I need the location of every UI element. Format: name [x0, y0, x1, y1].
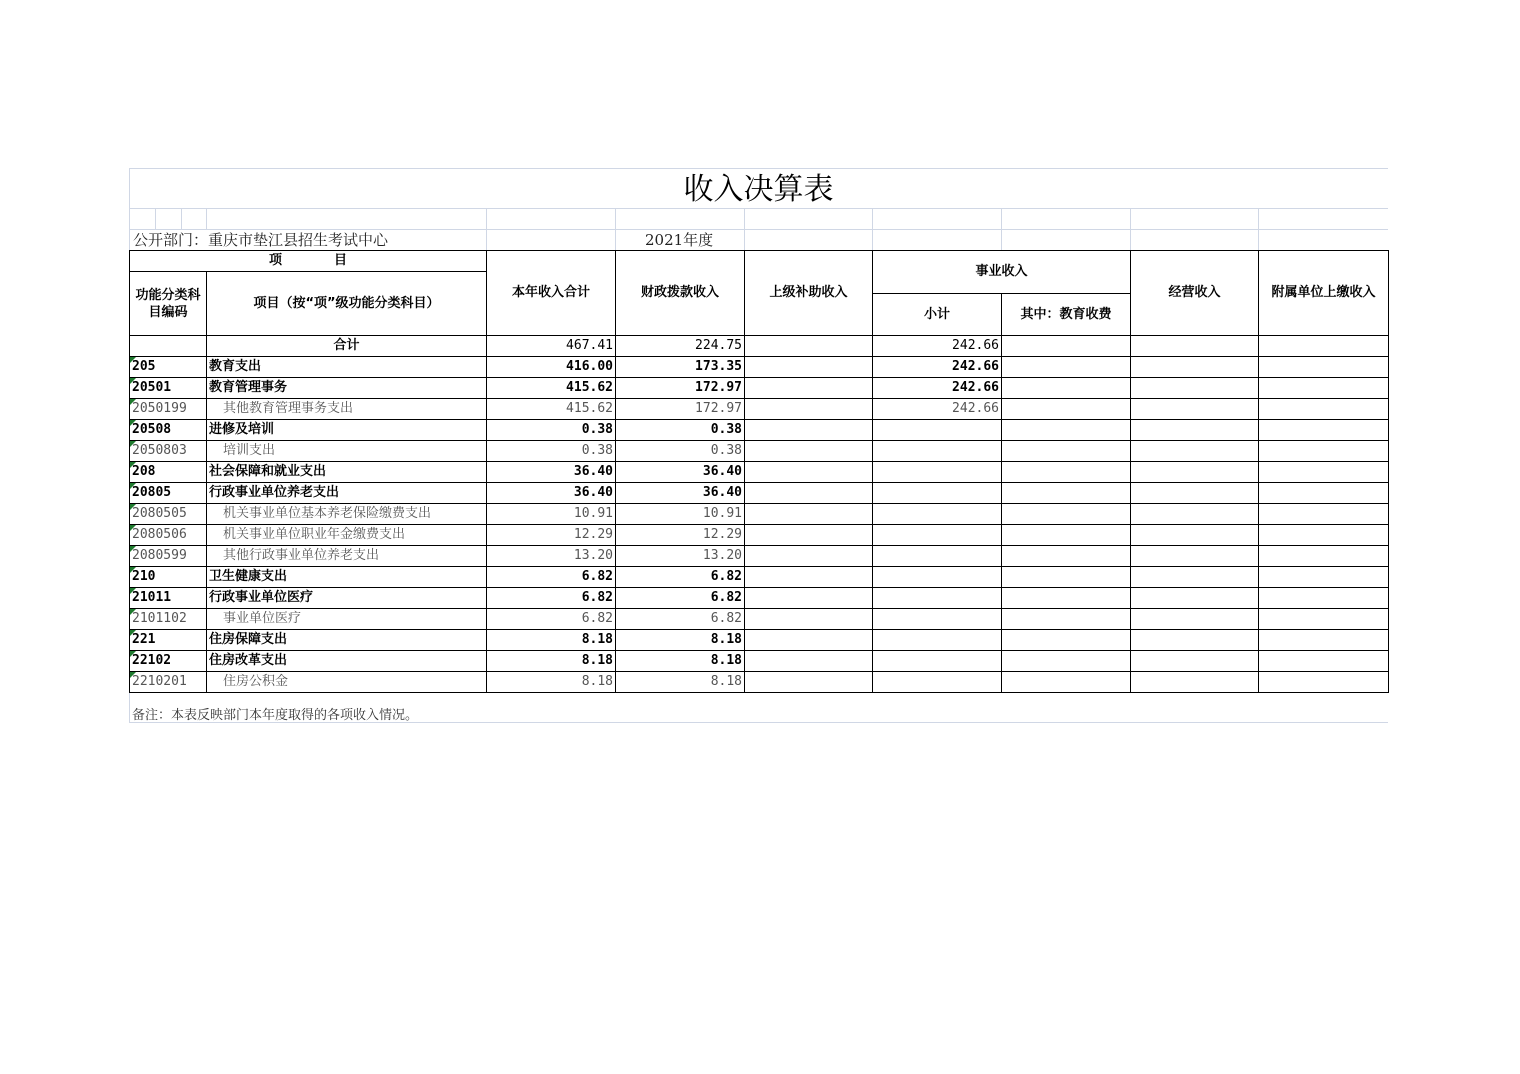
- cell-fiscal: 172.97: [616, 399, 745, 420]
- cell-superior: [745, 630, 873, 651]
- cell-code: 2050199: [130, 399, 207, 420]
- cell-total: 6.82: [487, 609, 616, 630]
- cell-code: 2080505: [130, 504, 207, 525]
- table-row: [130, 378, 1389, 399]
- cell-affiliated: [1259, 336, 1389, 357]
- cell-code: [130, 336, 207, 357]
- header-business: 事业收入: [873, 251, 1131, 294]
- cell-operating: [1131, 609, 1259, 630]
- cell-superior: [745, 378, 873, 399]
- cell-edu-fee: [1002, 672, 1131, 693]
- cell-edu-fee: [1002, 441, 1131, 462]
- cell-operating: [1131, 483, 1259, 504]
- cell-fiscal: 8.18: [616, 630, 745, 651]
- cell-operating: [1131, 546, 1259, 567]
- gridline: [615, 208, 616, 250]
- cell-subtotal: [873, 651, 1002, 672]
- cell-subtotal: [873, 483, 1002, 504]
- header-fiscal: 财政拨款收入: [616, 251, 745, 336]
- cell-fiscal: 224.75: [616, 336, 745, 357]
- cell-operating: [1131, 420, 1259, 441]
- cell-affiliated: [1259, 588, 1389, 609]
- cell-code: 221: [130, 630, 207, 651]
- cell-superior: [745, 483, 873, 504]
- cell-code: 205: [130, 357, 207, 378]
- cell-name: 行政事业单位养老支出: [207, 483, 487, 504]
- cell-name: 培训支出: [207, 441, 487, 462]
- cell-total: 0.38: [487, 441, 616, 462]
- cell-name: 住房公积金: [207, 672, 487, 693]
- cell-superior: [745, 651, 873, 672]
- gridline: [181, 208, 182, 229]
- table-row: [130, 399, 1389, 420]
- cell-total: 6.82: [487, 567, 616, 588]
- cell-superior: [745, 441, 873, 462]
- cell-fiscal: 8.18: [616, 672, 745, 693]
- cell-code: 20805: [130, 483, 207, 504]
- table-row: [130, 567, 1389, 588]
- cell-superior: [745, 399, 873, 420]
- cell-affiliated: [1259, 672, 1389, 693]
- table-row: [130, 588, 1389, 609]
- cell-subtotal: [873, 420, 1002, 441]
- cell-edu-fee: [1002, 378, 1131, 399]
- cell-name: 机关事业单位基本养老保险缴费支出: [207, 504, 487, 525]
- cell-affiliated: [1259, 420, 1389, 441]
- cell-affiliated: [1259, 441, 1389, 462]
- cell-operating: [1131, 588, 1259, 609]
- gridline: [1001, 208, 1002, 250]
- cell-operating: [1131, 336, 1259, 357]
- cell-subtotal: [873, 525, 1002, 546]
- table-row: [130, 546, 1389, 567]
- header-affiliated: 附属单位上缴收入: [1259, 251, 1389, 336]
- cell-fiscal: 0.38: [616, 441, 745, 462]
- cell-total: 416.00: [487, 357, 616, 378]
- cell-name: 行政事业单位医疗: [207, 588, 487, 609]
- table-row: [130, 651, 1389, 672]
- cell-edu-fee: [1002, 420, 1131, 441]
- cell-affiliated: [1259, 609, 1389, 630]
- cell-superior: [745, 357, 873, 378]
- cell-name: 合计: [207, 336, 487, 357]
- cell-total: 8.18: [487, 651, 616, 672]
- cell-subtotal: [873, 630, 1002, 651]
- cell-operating: [1131, 399, 1259, 420]
- cell-edu-fee: [1002, 483, 1131, 504]
- gridline: [155, 208, 156, 229]
- cell-operating: [1131, 630, 1259, 651]
- cell-total: 0.38: [487, 420, 616, 441]
- cell-name: 社会保障和就业支出: [207, 462, 487, 483]
- cell-operating: [1131, 651, 1259, 672]
- cell-subtotal: [873, 609, 1002, 630]
- cell-subtotal: [873, 588, 1002, 609]
- header-subtotal: 小计: [873, 294, 1002, 336]
- cell-superior: [745, 525, 873, 546]
- cell-subtotal: 242.66: [873, 399, 1002, 420]
- gridline: [129, 208, 1388, 209]
- cell-total: 12.29: [487, 525, 616, 546]
- cell-fiscal: 173.35: [616, 357, 745, 378]
- gridline: [744, 208, 745, 250]
- cell-total: 415.62: [487, 378, 616, 399]
- cell-subtotal: [873, 546, 1002, 567]
- header-operating: 经营收入: [1131, 251, 1259, 336]
- cell-edu-fee: [1002, 546, 1131, 567]
- cell-edu-fee: [1002, 567, 1131, 588]
- cell-affiliated: [1259, 525, 1389, 546]
- cell-operating: [1131, 441, 1259, 462]
- cell-edu-fee: [1002, 462, 1131, 483]
- cell-fiscal: 172.97: [616, 378, 745, 399]
- cell-name: 事业单位医疗: [207, 609, 487, 630]
- cell-subtotal: [873, 672, 1002, 693]
- income-table: [129, 250, 1389, 693]
- cell-edu-fee: [1002, 399, 1131, 420]
- cell-fiscal: 36.40: [616, 462, 745, 483]
- cell-superior: [745, 588, 873, 609]
- cell-edu-fee: [1002, 588, 1131, 609]
- cell-total: 8.18: [487, 672, 616, 693]
- table-row: [130, 462, 1389, 483]
- cell-name: 机关事业单位职业年金缴费支出: [207, 525, 487, 546]
- header-edu-fee: 其中：教育收费: [1002, 294, 1131, 336]
- cell-superior: [745, 420, 873, 441]
- report-title: 收入决算表: [683, 172, 834, 207]
- cell-edu-fee: [1002, 504, 1131, 525]
- cell-code: 20508: [130, 420, 207, 441]
- cell-total: 467.41: [487, 336, 616, 357]
- cell-code: 2080506: [130, 525, 207, 546]
- cell-edu-fee: [1002, 357, 1131, 378]
- cell-edu-fee: [1002, 630, 1131, 651]
- cell-code: 208: [130, 462, 207, 483]
- cell-affiliated: [1259, 567, 1389, 588]
- cell-affiliated: [1259, 378, 1389, 399]
- cell-code: 20501: [130, 378, 207, 399]
- gridline: [206, 208, 207, 229]
- cell-operating: [1131, 357, 1259, 378]
- cell-superior: [745, 609, 873, 630]
- cell-operating: [1131, 567, 1259, 588]
- cell-code: 21011: [130, 588, 207, 609]
- table-row: [130, 609, 1389, 630]
- gridline: [486, 208, 487, 250]
- cell-code: 2101102: [130, 609, 207, 630]
- table-row: [130, 420, 1389, 441]
- header-item-name: 项目（按“项”级功能分类科目）: [207, 272, 487, 336]
- cell-name: 其他行政事业单位养老支出: [207, 546, 487, 567]
- table-row: [130, 336, 1389, 357]
- cell-subtotal: [873, 504, 1002, 525]
- cell-fiscal: 13.20: [616, 546, 745, 567]
- cell-affiliated: [1259, 546, 1389, 567]
- table-row: [130, 441, 1389, 462]
- cell-affiliated: [1259, 483, 1389, 504]
- cell-fiscal: 12.29: [616, 525, 745, 546]
- table-row: [130, 672, 1389, 693]
- gridline: [872, 208, 873, 250]
- cell-fiscal: 8.18: [616, 651, 745, 672]
- cell-code: 2210201: [130, 672, 207, 693]
- cell-name: 住房保障支出: [207, 630, 487, 651]
- header-code: 功能分类科目编码: [130, 272, 207, 336]
- cell-operating: [1131, 504, 1259, 525]
- cell-total: 36.40: [487, 462, 616, 483]
- cell-total: 415.62: [487, 399, 616, 420]
- table-row: [130, 525, 1389, 546]
- cell-superior: [745, 336, 873, 357]
- cell-total: 8.18: [487, 630, 616, 651]
- cell-superior: [745, 672, 873, 693]
- cell-superior: [745, 567, 873, 588]
- cell-affiliated: [1259, 399, 1389, 420]
- cell-superior: [745, 504, 873, 525]
- cell-affiliated: [1259, 462, 1389, 483]
- cell-name: 教育支出: [207, 357, 487, 378]
- cell-affiliated: [1259, 651, 1389, 672]
- header-total: 本年收入合计: [487, 251, 616, 336]
- cell-code: 2080599: [130, 546, 207, 567]
- header-item: 项 目: [130, 251, 487, 272]
- gridline: [1130, 208, 1131, 250]
- cell-fiscal: 6.82: [616, 609, 745, 630]
- gridline: [1258, 208, 1259, 250]
- cell-operating: [1131, 672, 1259, 693]
- cell-edu-fee: [1002, 336, 1131, 357]
- cell-total: 13.20: [487, 546, 616, 567]
- cell-edu-fee: [1002, 651, 1131, 672]
- cell-subtotal: [873, 567, 1002, 588]
- cell-operating: [1131, 525, 1259, 546]
- cell-total: 36.40: [487, 483, 616, 504]
- table-row: [130, 504, 1389, 525]
- cell-fiscal: 36.40: [616, 483, 745, 504]
- cell-operating: [1131, 378, 1259, 399]
- table-row: [130, 483, 1389, 504]
- fiscal-year: 2021年度: [645, 231, 714, 249]
- table-row: [130, 630, 1389, 651]
- cell-edu-fee: [1002, 525, 1131, 546]
- cell-total: 10.91: [487, 504, 616, 525]
- cell-affiliated: [1259, 357, 1389, 378]
- cell-affiliated: [1259, 630, 1389, 651]
- cell-subtotal: 242.66: [873, 336, 1002, 357]
- header-superior: 上级补助收入: [745, 251, 873, 336]
- cell-subtotal: 242.66: [873, 357, 1002, 378]
- cell-affiliated: [1259, 504, 1389, 525]
- table-row: [130, 357, 1389, 378]
- cell-superior: [745, 546, 873, 567]
- cell-name: 进修及培训: [207, 420, 487, 441]
- cell-operating: [1131, 462, 1259, 483]
- cell-superior: [745, 462, 873, 483]
- cell-name: 教育管理事务: [207, 378, 487, 399]
- cell-code: 210: [130, 567, 207, 588]
- cell-subtotal: [873, 441, 1002, 462]
- cell-code: 22102: [130, 651, 207, 672]
- cell-fiscal: 6.82: [616, 588, 745, 609]
- cell-name: 其他教育管理事务支出: [207, 399, 487, 420]
- cell-fiscal: 10.91: [616, 504, 745, 525]
- footnote: 备注：本表反映部门本年度取得的各项收入情况。: [132, 708, 419, 723]
- cell-code: 2050803: [130, 441, 207, 462]
- cell-name: 卫生健康支出: [207, 567, 487, 588]
- cell-subtotal: [873, 462, 1002, 483]
- cell-edu-fee: [1002, 609, 1131, 630]
- cell-fiscal: 0.38: [616, 420, 745, 441]
- cell-name: 住房改革支出: [207, 651, 487, 672]
- cell-total: 6.82: [487, 588, 616, 609]
- department-label: 公开部门：重庆市垫江县招生考试中心: [133, 231, 389, 249]
- cell-fiscal: 6.82: [616, 567, 745, 588]
- cell-subtotal: 242.66: [873, 378, 1002, 399]
